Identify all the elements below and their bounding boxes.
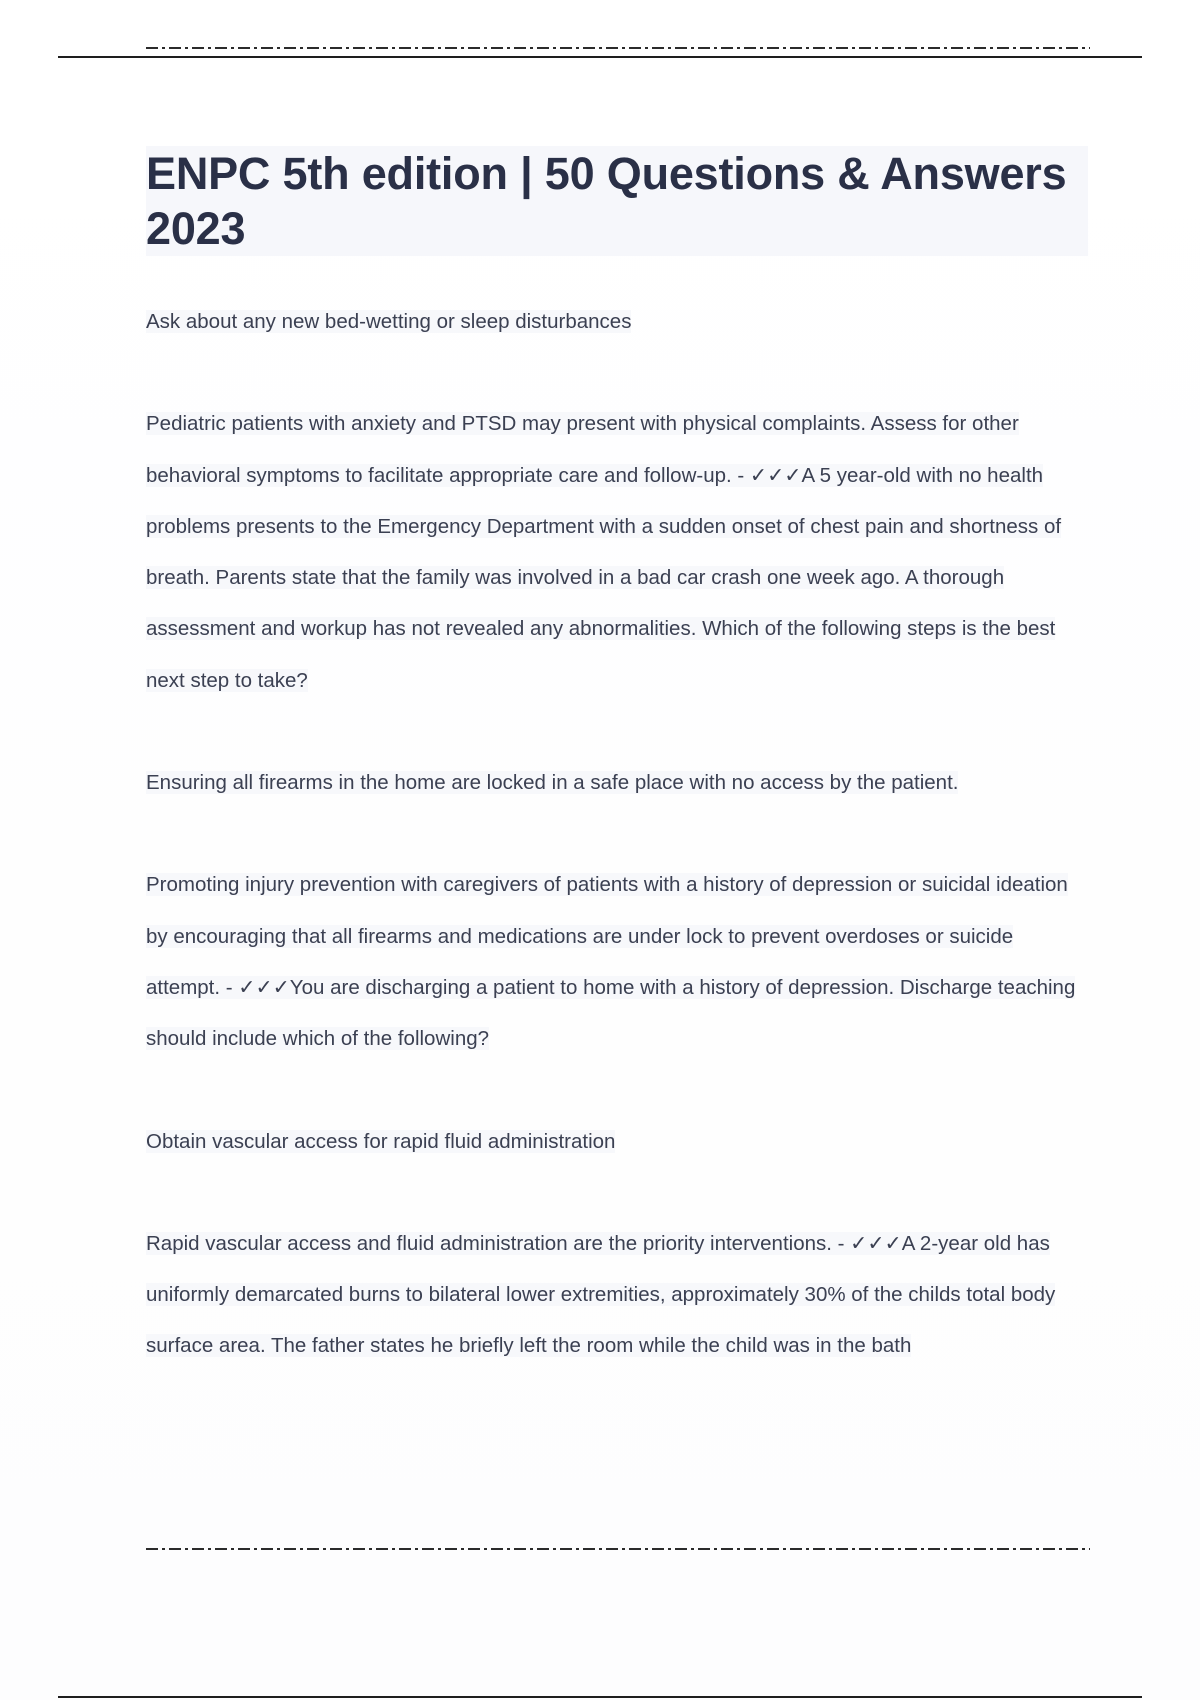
- paragraph-question-3: [146, 1218, 1091, 1372]
- page-title: ENPC 5th edition | 50 Questions & Answers 2023: [146, 148, 1067, 254]
- header-dashed-line: [146, 47, 1090, 49]
- paragraph-text: Ensuring all firearms in the home are locked in a safe place with no access by the patient.: [146, 771, 959, 795]
- paragraph-answer-2: [146, 757, 1091, 808]
- footer-rule: [58, 1696, 1142, 1698]
- paragraph-text: Ask about any new bed-wetting or sleep disturbances: [146, 310, 632, 333]
- footer-dashed-line: [146, 1548, 1090, 1550]
- paragraph-answer-3: [146, 1116, 1091, 1167]
- paragraph-question-2: [146, 859, 1091, 1064]
- paragraph-text: Rapid vascular access and fluid administration are the priority interventions. - ✓✓✓A 2-year old has uniformly demarcated burns to bilateral lower extremities, approximately 30% of the childs total body surface area. The father states he briefly left the room while the child was in the bath: [146, 1231, 1056, 1358]
- paragraph-answer-1: [146, 296, 1091, 347]
- paragraph-text: Pediatric patients with anxiety and PTSD may present with physical complaints. Assess for other behavioral symptoms to facilitate appropriate care and follow-up. - ✓✓✓A 5 year-old with no health problems presents to the Emergency Department with a sudden onset of chest pain and shortness of breath. Parents state that the family was involved in a bad car crash one week ago. A thorough assessment and workup has not revealed any abnormalities. Which of the following steps is the best next step to take?: [146, 412, 1062, 692]
- title-block: [146, 146, 1088, 256]
- paragraph-text: Obtain vascular access for rapid fluid administration: [146, 1129, 616, 1153]
- paragraph-question-1: [146, 398, 1091, 706]
- header-rule: [58, 56, 1142, 58]
- document-body: [146, 296, 1091, 1372]
- paragraph-text: Promoting injury prevention with caregivers of patients with a history of depression or suicidal ideation by encouraging that all firearms and medications are under lock to prevent overdoses or suicide attempt. - ✓✓✓You are discharging a patient to home with a history of depression. Discharge teaching should include which of the following?: [146, 873, 1076, 1051]
